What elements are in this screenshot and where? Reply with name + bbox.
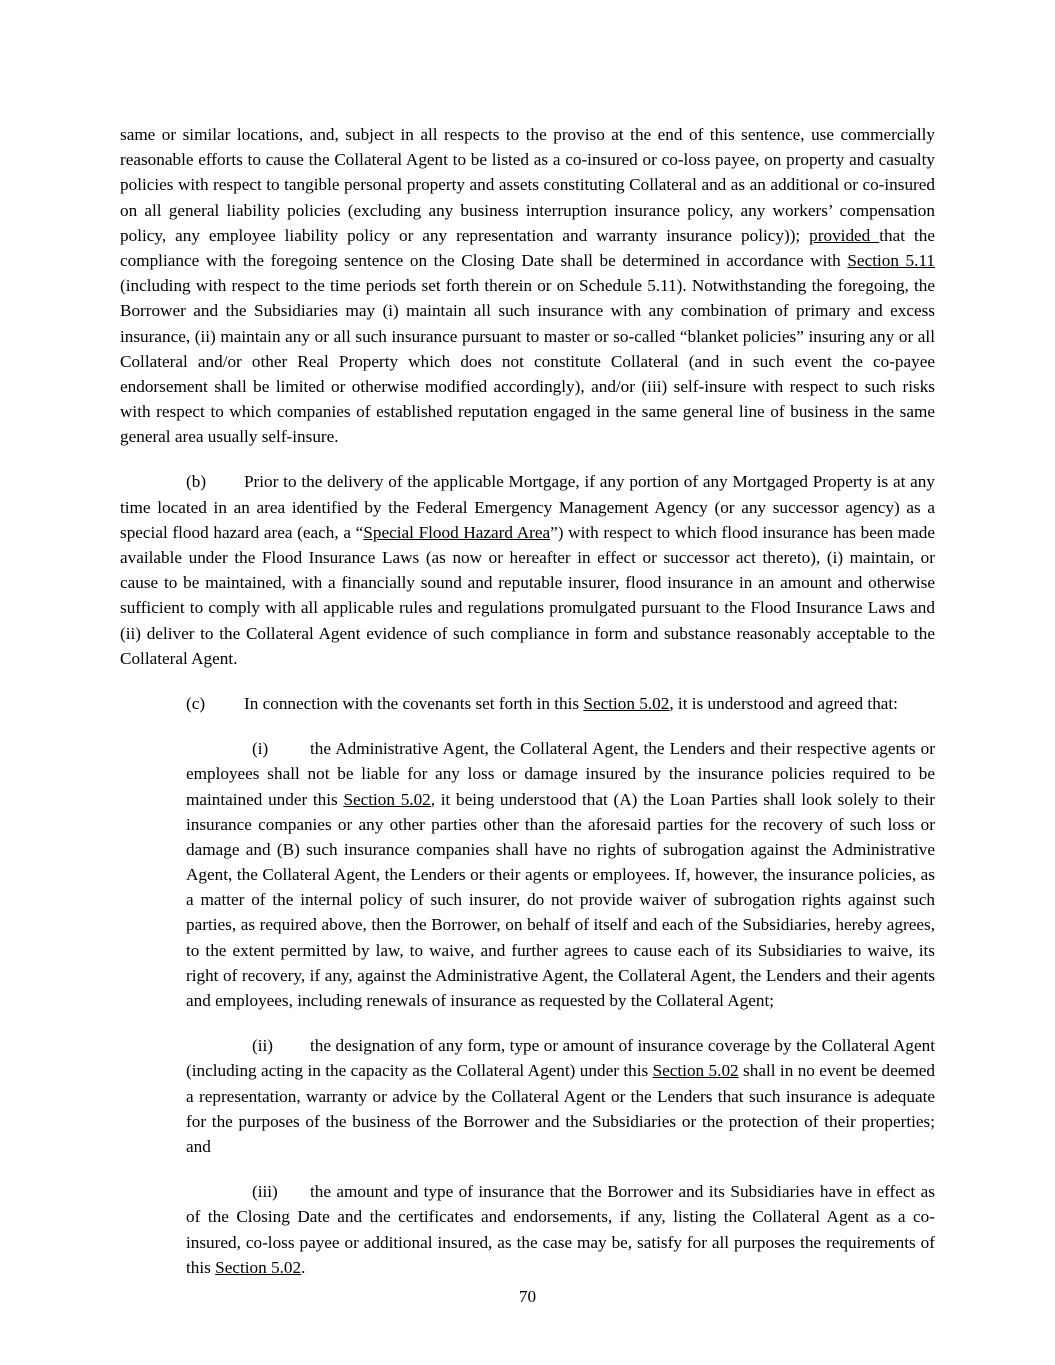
cross-reference: Section 5.02 (583, 693, 670, 713)
cross-reference: Special Flood Hazard Area (363, 522, 551, 542)
paragraph (186, 1033, 935, 1159)
paragraph-block (186, 736, 935, 1013)
paragraph (120, 122, 935, 449)
paragraph-label: (iii) (252, 1182, 278, 1202)
paragraph-label: (b) (186, 472, 207, 492)
cross-reference: provided (809, 225, 880, 245)
cross-reference: Section 5.02 (343, 789, 431, 809)
paragraph-indent (186, 1179, 252, 1204)
text-run: , it is understood and agreed that: (669, 693, 898, 713)
paragraph-block (186, 1033, 935, 1159)
paragraph (120, 469, 935, 671)
paragraph-indent (120, 469, 186, 494)
paragraph-indent (186, 1033, 252, 1058)
text-run: the amount and type of insurance that the Borrower and its Subsidiaries have in effect as of the Closing Date and the certificates and endorsements, if any, listing the Collateral Agent as a co-insured, co-loss payee or additional insured, as the case may be, satisfy for all purposes the requirements of this (186, 1182, 935, 1277)
text-run: , it being understood that (A) the Loan Parties shall look solely to their insurance companies or any other parties other than the aforesaid parties for the recovery of such loss or damage and (B) such insurance companies shall have no rights of subrogation against the Administrative Agent, the Collateral Agent, the Lenders or their agents or employees. If, however, the insurance policies, as a matter of the internal policy of such insurer, do not provide waiver of subrogation rights against such parties, as required above, then the Borrower, on behalf of itself and each of the Subsidiaries, hereby agrees, to the extent permitted by law, to waive, and further agrees to cause each of its Subsidiaries to waive, its right of recovery, if any, against the Administrative Agent, the Collateral Agent, the Lenders and their agents and employees, including renewals of insurance as requested by the Collateral Agent; (186, 789, 935, 1010)
text-run: the designation of any form, type or amount of insurance coverage by the Collateral Agent (including acting in the capacity as the Collateral Agent) under this (186, 1036, 935, 1081)
text-run: that the compliance with the foregoing sentence on the Closing Date shall be determined in accordance with (120, 225, 935, 270)
paragraph-block (186, 1179, 935, 1280)
paragraph-label: (i) (252, 739, 269, 759)
text-run: ”) with respect to which flood insurance has been made available under the Flood Insurance Laws (as now or hereafter in effect or successor act thereto), (i) maintain, or cause to be maintained, with a financially sound and reputable insurer, flood insurance in an amount and otherwise sufficient to comply with all applicable rules and regulations promulgated pursuant to the Flood Insurance Laws and (ii) deliver to the Collateral Agent evidence of such compliance in form and substance reasonably acceptable to the Collateral Agent. (120, 522, 935, 668)
paragraph-label: (c) (186, 693, 206, 713)
text-run: In connection with the covenants set forth in this (244, 693, 584, 713)
paragraph-block (120, 469, 935, 671)
paragraph-indent (186, 736, 252, 761)
paragraph-label: (ii) (252, 1036, 273, 1056)
paragraph (186, 1179, 935, 1280)
text-run: Prior to the delivery of the applicable Mortgage, if any portion of any Mortgaged Property is at any time located in an area identified by the Federal Emergency Management Agency (or any successor agency) as a special flood hazard area (each, a “ (120, 472, 935, 542)
document-body (120, 122, 935, 1280)
text-run: shall in no event be deemed a representation, warranty or advice by the Collateral Agent or the Lenders that such insurance is adequate for the purposes of the business of the Borrower and the Subsidiaries or the protection of their properties; and (186, 1061, 935, 1156)
paragraph (120, 691, 935, 716)
paragraph-indent (120, 691, 186, 716)
text-run: the Administrative Agent, the Collateral Agent, the Lenders and their respective agents or employees shall not be liable for any loss or damage insured by the insurance policies required to be maintained under this (186, 739, 935, 809)
cross-reference: Section 5.02 (215, 1257, 302, 1277)
cross-reference: Section 5.11 (847, 250, 935, 270)
paragraph-block (120, 122, 935, 449)
page-number: 70 (518, 1287, 537, 1306)
text-run: (including with respect to the time periods set forth therein or on Schedule 5.11). Notwithstanding the foregoing, the Borrower and the Subsidiaries may (i) maintain all such insurance with any combination of primary and excess insurance, (ii) maintain any or all such insurance pursuant to master or so-called “blanket policies” insuring any or all Collateral and/or other Real Property which does not constitute Collateral (and in such event the co-payee endorsement shall be limited or otherwise modified accordingly), and/or (iii) self-insure with respect to such risks with respect to which companies of established reputation engaged in the same general line of business in the same general area usually self-insure. (120, 276, 935, 447)
cross-reference: Section 5.02 (652, 1061, 739, 1081)
paragraph (186, 736, 935, 1013)
text-run: same or similar locations, and, subject in all respects to the proviso at the end of this sentence, use commercially reasonable efforts to cause the Collateral Agent to be listed as a co-insured or co-loss payee, on property and casualty policies with respect to tangible personal property and assets constituting Collateral and as an additional or co-insured on all general liability policies (excluding any business interruption insurance policy, any workers’ compensation policy, any employee liability policy or any representation and warranty insurance policy)); (120, 125, 935, 245)
paragraph-block (120, 691, 935, 716)
text-run: . (301, 1257, 306, 1277)
